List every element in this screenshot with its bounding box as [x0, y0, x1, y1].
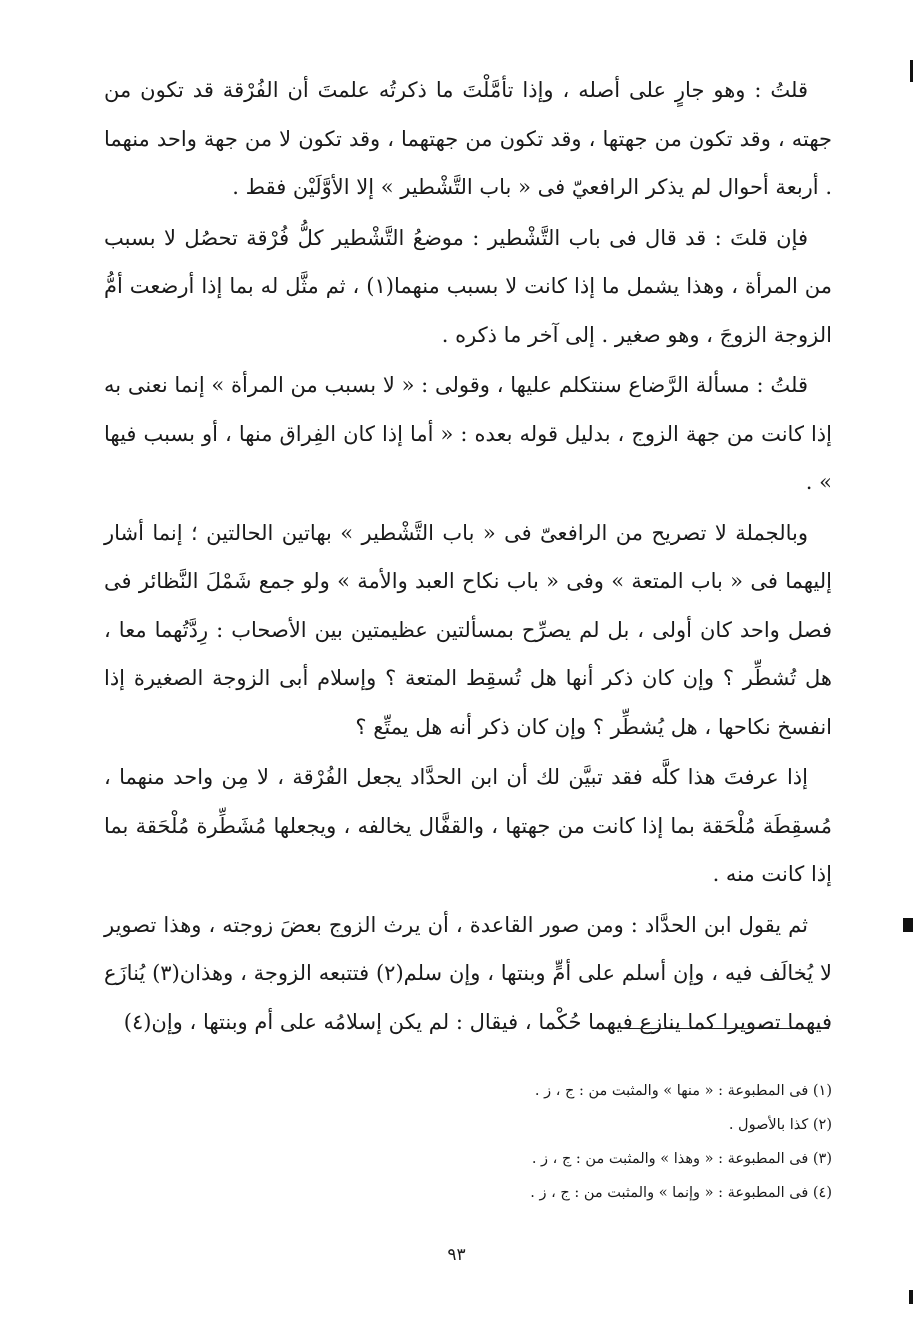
- paragraph-2: فإن قلتَ : قد قال فى باب التَّشْطير : موضعُ التَّشْطير كلُّ فُرْقة تحصُل لا بسبب من المرأة ، وهذا يشمل ما إذا كانت لا بسبب منهما(١) ، ثم مثَّل له بما إذا أرضعت أمُّ الزوجة الزوجَ ، وهو صغير . إلى آخر ما ذكره .: [104, 225, 833, 347]
- page-number: ٩٣: [447, 1245, 466, 1265]
- scan-edge-mark: [903, 918, 913, 932]
- paragraph-4: وبالجملة لا تصريح من الرافعىّ فى « باب التَّشْطير » بهاتين الحالتين ؛ إنما أشار إليهما فى « باب المتعة » وفى « باب نكاح العبد والأمة » ولو جمع شَمْلَ النَّظائر فى فصل واحد كان أولى ، بل لم يصرِّح بمسألتين عظيمتين بين الأصحاب : رِدَّتُهما معا ، هل تُشطِّر ؟ وإن كان ذكر أنها هل تُسقِط المتعة ؟ وإسلام أبى الزوجة الصغيرة إذا انفسخ نكاحها ، هل يُشطِّر ؟ وإن كان ذكر أنه هل يمتِّع ؟: [104, 520, 832, 739]
- paragraph-5: إذا عرفتَ هذا كلَّه فقد تبيَّن لك أن ابن الحدَّاد يجعل الفُرْقة ، لا مِن واحد منهما ، مُسقِطَة مُلْحَقة بما إذا كانت من جهتها ، والقفَّال يخالفه ، ويجعلها مُشَطِّرة مُلْحَقة بما إذا كانت منه .: [104, 765, 832, 886]
- paragraph-1: قلتُ : وهو جارٍ على أصله ، وإذا تأمَّلْتَ ما ذكرتُه علمتَ أن الفُرْقة قد تكون من جهته ، وقد تكون من جهتها ، وقد تكون من جهتهما ، وقد تكون لا من جهة واحد منهما . أربعة أحوال لم يذكر الرافعيّ فى « باب التَّشْطير » إلا الأوَّلَيْن فقط .: [104, 78, 832, 199]
- scan-edge-mark: [909, 1290, 913, 1304]
- paragraph-6: ثم يقول ابن الحدَّاد : ومن صور القاعدة ، أن يرث الزوج بعضَ زوجته ، وهذا تصوير لا يُخالَف فيه ، وإن أسلم على أمٍّ وبنتها ، وإن سلم(٢) فتتبعه الزوجة ، وهذان(٣) يُنازَع فيهما تصويرا كما ينازع فيهما حُكْما ، فيقال : لم يكن إسلامُه على أم وبنتها ، وإن(٤): [104, 912, 833, 1034]
- footnotes: [300, 1074, 832, 1210]
- paragraph-3: قلتُ : مسألة الرَّضاع سنتكلم عليها ، وقولى : « لا بسبب من المرأة » إنما نعنى به إذا كانت من جهة الزوج ، بدليل قوله بعده : « أما إذا كان الفِراق منها ، أو بسبب فيها » .: [104, 373, 832, 494]
- main-text: [104, 66, 832, 1046]
- footnote-1: (١) فى المطبوعة : « منها » والمثبت من : ج ، ز .: [534, 1083, 832, 1099]
- footnote-3: (٣) فى المطبوعة : « وهذا » والمثبت من : ج ، ز .: [531, 1151, 832, 1167]
- footnote-2: (٢) كذا بالأصول .: [728, 1117, 832, 1133]
- footnote-separator: [623, 1028, 829, 1029]
- footnote-4: (٤) فى المطبوعة : « وإنما » والمثبت من : ج ، ز .: [530, 1185, 832, 1201]
